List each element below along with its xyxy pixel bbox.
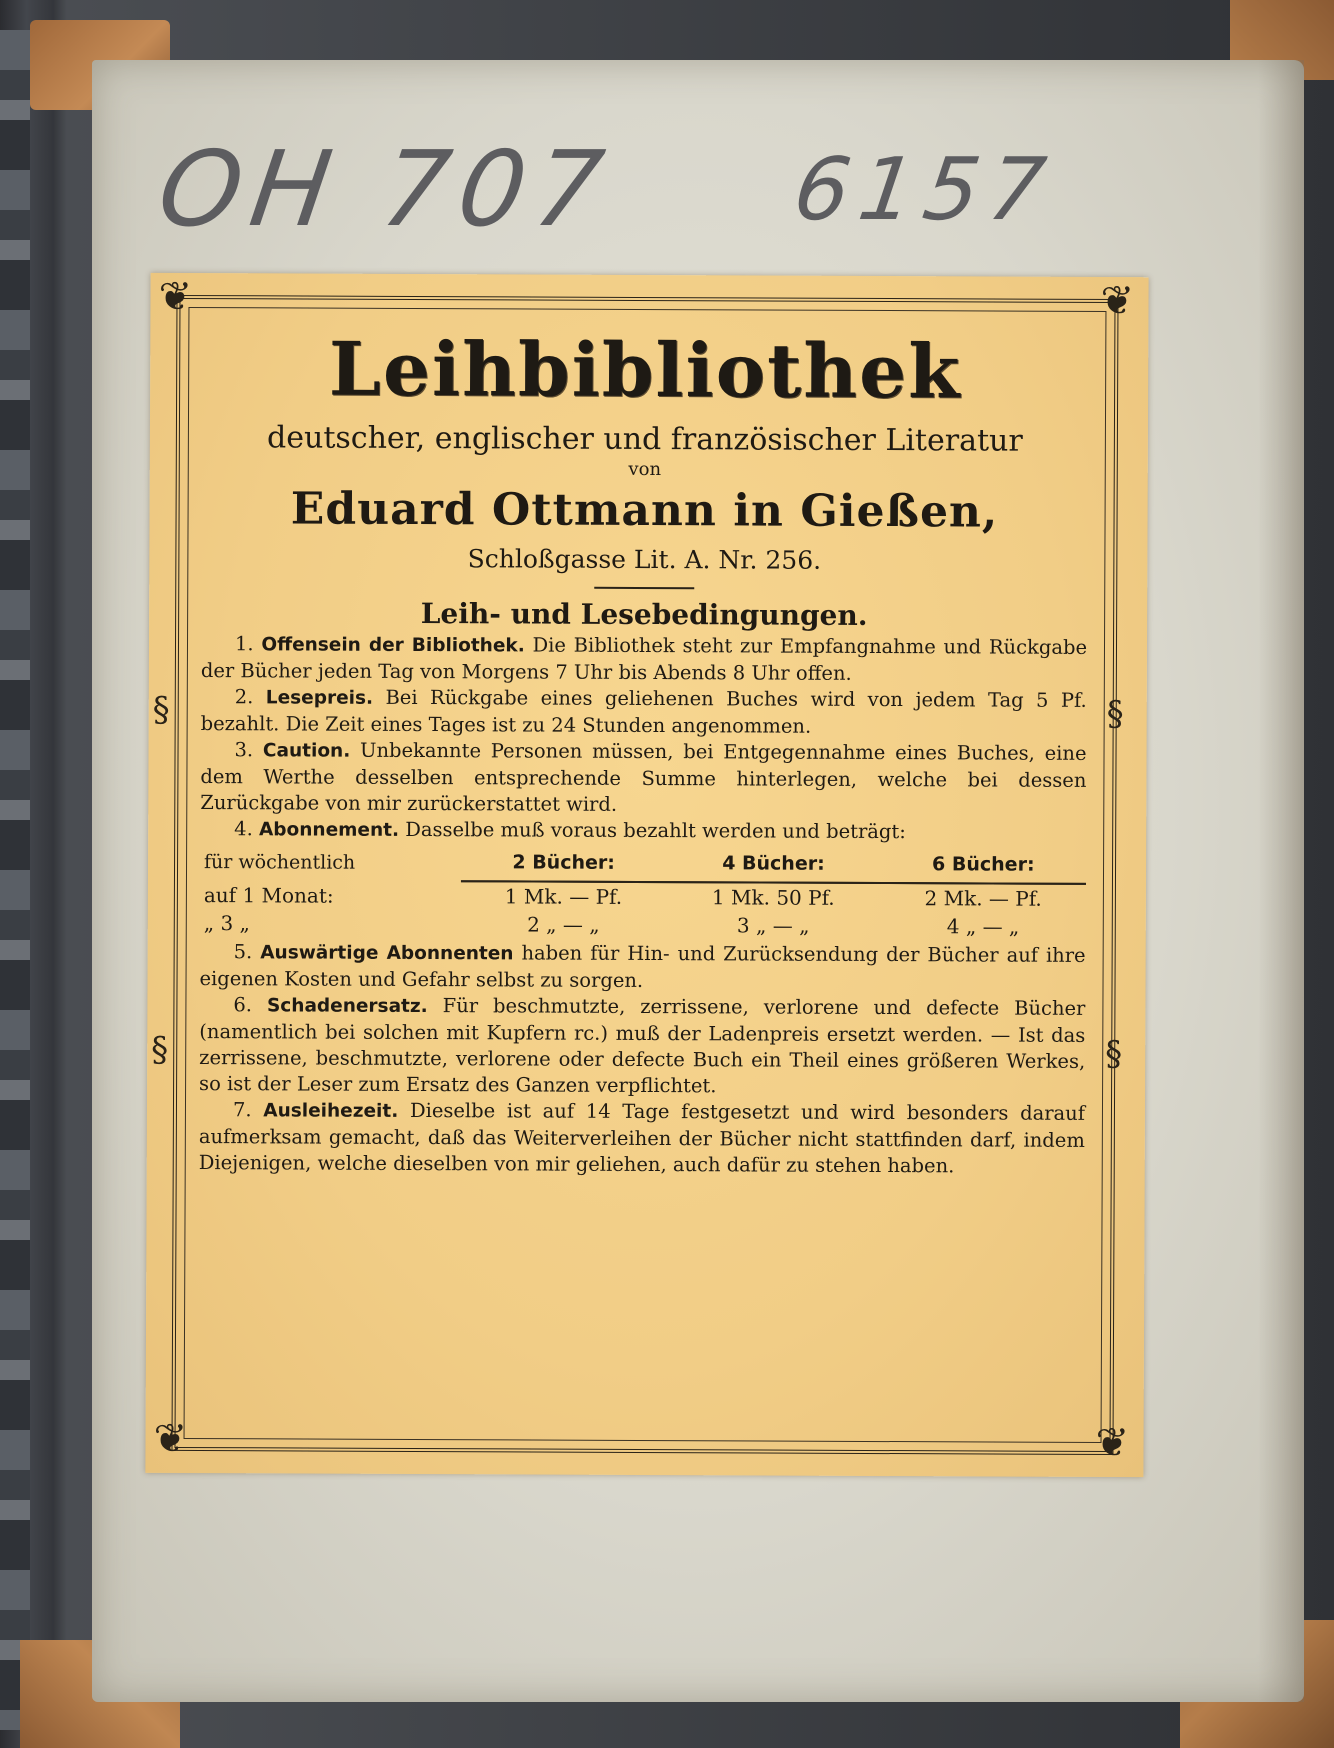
label-title: Leihbibliothek [328,326,962,416]
condition-item [201,684,1087,741]
condition-item [199,992,1085,1101]
condition-item [201,631,1087,688]
table-column-header: 6 Bücher: [881,850,1087,884]
pencil-shelfmark-left: OH 707 [151,128,621,250]
table-column-header: 4 Bücher: [666,849,880,883]
condition-number: 1. [234,632,254,656]
condition-number: 3. [234,738,254,762]
table-cell-period: „ 3 „ [203,911,251,936]
label-address: Schloßgasse Lit. A. Nr. 256. [467,544,822,575]
table-cell: 3 „ — „ [736,913,810,938]
condition-number: 7. [232,1098,252,1122]
conditions-title: Leih- und Lesebedingungen. [420,597,868,632]
pencil-shelfmark-right: 6157 [787,140,1061,240]
flourish-ornament-icon: ❦ [1100,277,1135,325]
label-owner: Eduard Ottmann in Gießen, [290,483,999,538]
table-cell-period: auf 1 Monat: [203,882,334,908]
table-cell: 4 „ — „ [946,914,1020,939]
divider-rule [594,587,694,589]
side-ornament-icon: § [151,1029,169,1070]
condition-item [200,816,1086,847]
condition-item [200,737,1086,820]
condition-heading: Offensein der Bibliothek. [261,634,525,657]
condition-item [199,1097,1085,1180]
table-row [200,880,1086,913]
condition-heading: Abonnement. [258,819,400,841]
abonnement-table [200,847,1086,941]
side-ornament-icon: § [152,689,170,730]
condition-number: 2. [234,685,254,709]
table-row-header: für wöchentlich [204,850,356,874]
flourish-ornament-icon: ❦ [158,273,193,321]
flourish-ornament-icon: ❦ [153,1415,188,1462]
table-column-header: 2 Bücher: [461,848,667,882]
condition-number: 6. [233,993,253,1017]
condition-heading: Lesepreis. [265,687,374,709]
condition-heading: Schadenersatz. [266,995,428,1018]
condition-number: 5. [233,940,253,964]
conditions-list [199,631,1087,1180]
condition-heading: Auswärtige Abonnenten [260,942,514,965]
library-label [145,273,1148,1477]
condition-text: Für beschmutzte, zerrissene, verlorene und defecte Bücher (namentlich bei solchen mit Kupfern rc.) muß der Ladenpreis ersetzt werden. — Ist das zerrissene, beschmutzte, verlorene oder defecte Buch ein Theil eines größeren Werkes, so ist der Leser zum Ersatz des Ganzen verpflichtet. [199,994,1086,1098]
label-content [199,325,1089,1180]
side-ornament-icon: § [1105,1034,1123,1075]
side-ornament-icon: § [1106,694,1124,735]
condition-text: Unbekannte Personen müssen, bei Entgegennahme eines Buches, eine dem Werthe desselben entsprechende Summe hinterlegen, welche bei dessen Zurückgabe von mir zurückerstattet wird. [200,738,1087,816]
condition-text: Bei Rückgabe eines geliehenen Buches wird von jedem Tag 5 Pf. bezahlt. Die Zeit eines Tages ist zu 24 Stunden angenommen. [200,685,1087,738]
table-cell: 2 „ — „ [527,912,600,937]
condition-heading: Ausleihezeit. [263,1100,399,1122]
condition-text: Dieselbe ist auf 14 Tage festgesetzt und wird besonders darauf aufmerksam gemacht, daß das Weiterverleihen der Bücher nicht stattfinden darf, indem Diejenigen, welche dieselben von mir geliehen, auch dafür zu stehen haben. [198,1098,1086,1178]
condition-text: Die Bibliothek steht zur Empfangnahme und Rückgabe der Bücher jeden Tag von Morgens 7 Uhr bis Abends 8 Uhr offen. [200,633,1088,685]
table-cell: 1 Mk. — Pf. [504,884,623,909]
abonnement-table-header [200,847,1086,884]
flourish-ornament-icon: ❦ [1095,1419,1130,1467]
table-cell: 1 Mk. 50 Pf. [711,885,835,910]
cover-spine-edge [0,30,30,1730]
condition-heading: Caution. [262,740,351,762]
table-cell: 2 Mk. — Pf. [924,886,1042,911]
condition-text: haben für Hin- und Zurücksendung der Bücher auf ihre eigenen Kosten und Gefahr selbst zu sorgen. [199,941,1086,992]
condition-text: Dasselbe muß voraus bezahlt werden und beträgt: [405,817,906,844]
label-von: von [628,458,662,481]
table-row [200,909,1086,941]
condition-number: 4. [234,817,253,841]
label-subtitle: deutscher, englischer und französischer Literatur [266,420,1023,459]
condition-item [199,939,1085,996]
endpaper-fold-shadow [1258,60,1304,1702]
